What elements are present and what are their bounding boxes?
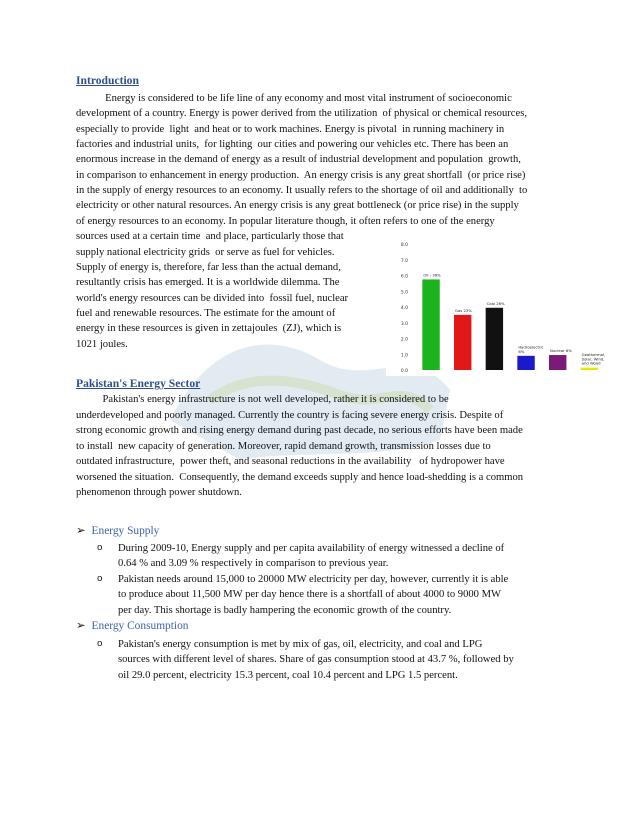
bar: [517, 356, 534, 370]
bullet-item-line: 0.64 % and 3.09 % respectively in comparison to previous year.: [118, 558, 389, 570]
text-line: world's energy resources can be divided into fossil fuel, nuclear: [76, 292, 349, 304]
text-line: Energy is considered to be life line of any economy and most vital instrument of socioeconomic: [76, 93, 512, 104]
text-line: Pakistan's energy infrastructure is not well developed, rather it is considered to be: [76, 394, 449, 405]
bar: [454, 315, 471, 370]
arrow-bullet-icon: ➢: [76, 525, 86, 537]
circle-bullet-icon: o: [97, 543, 103, 553]
text-line: of energy resources to an economy. In popular literature though, it often refers to one of the energy: [76, 215, 495, 227]
circle-bullet-icon: o: [97, 639, 103, 649]
arrow-bullet-icon: ➢: [76, 620, 86, 632]
bar-label: Hydroelectric 6%: [518, 344, 544, 354]
bar: [581, 368, 598, 370]
bar-label: Nuclear 6%: [550, 348, 572, 354]
y-tick-label: 6.0: [400, 274, 408, 280]
y-tick-label: 7.0: [400, 258, 408, 264]
y-tick-label: 0.0: [400, 369, 408, 374]
text-line: outdated infrastructure, power theft, and seasonal reductions in the availability of hydropower have: [76, 456, 505, 467]
text-line: supply national electricity grids or serve as fuel for vehicles.: [76, 246, 335, 258]
bar-label: Gas 23%: [455, 307, 472, 313]
text-line: enormous increase in the demand of energy as a result of industrial development and population growth,: [76, 154, 521, 166]
text-line: sources used at a certain time and place, particularly those that: [76, 231, 344, 243]
text-line: to install new capacity of generation. Moreover, rapid demand growth, transmission losses due to: [76, 440, 491, 452]
text-line: especially to provide light and heat or to work machines. Energy is pivotal in running machinery in: [76, 123, 505, 135]
bullet-heading: [76, 619, 188, 634]
y-tick-label: 4.0: [400, 306, 408, 311]
pakistan-energy-sector-heading: Pakistan's Energy Sector: [76, 377, 201, 390]
text-line: phenomenon through power shutdown.: [76, 487, 242, 498]
text-line: underdeveloped and poorly managed. Currently the country is facing severe energy crisis. Despite of: [76, 409, 504, 421]
bullet-heading-label: Energy Supply: [91, 525, 160, 537]
y-tick-label: 8.0: [400, 243, 408, 248]
bullet-item-line: Pakistan needs around 15,000 to 20000 MW electricity per day, however, currently it is able: [118, 574, 509, 585]
bullet-item-line: During 2009-10, Energy supply and per capita availability of energy witnessed a decline of: [118, 543, 505, 554]
bullet-item-line: Pakistan's energy consumption is met by mix of gas, oil, electricity, and coal and LPG: [118, 639, 483, 650]
text-line: in comparison to enhancement in energy production. An energy crisis is any great shortfall (or price rise): [76, 169, 526, 181]
y-tick-label: 2.0: [400, 337, 408, 343]
y-tick-label: 1.0: [400, 353, 408, 359]
bullet-heading: [76, 524, 159, 539]
bar: [486, 308, 503, 370]
energy-resources-bar-chart: [386, 234, 614, 376]
text-line: worsened the situation. Consequently, the demand exceeds supply and hence load-shedding is a common: [76, 471, 524, 483]
bullet-item-line: per day. This shortage is badly hampering the economic growth of the country.: [118, 604, 452, 616]
text-line: strong economic growth and rising energy demand during past decade, no serious efforts have been made: [76, 425, 523, 436]
introduction-heading: Introduction: [76, 74, 139, 87]
y-tick-label: 5.0: [400, 290, 408, 296]
bullet-heading-label: Energy Consumption: [91, 620, 189, 632]
text-line: in the supply of energy resources to an economy. It usually refers to the shortage of oil and additionally to: [76, 185, 528, 197]
bar-label: Coal 26%: [486, 300, 505, 306]
bullet-item-line: sources with different level of shares. Share of gas consumption stood at 43.7 %, followed by: [118, 654, 514, 666]
bar-label: Oil - 36%: [423, 272, 441, 278]
bullet-item-line: to produce about 11,500 MW per day hence there is a shortfall of about 4000 to 9000 MW: [118, 589, 502, 601]
bullet-item-line: oil 29.0 percent, electricity 15.3 percent, coal 10.4 percent and LPG 1.5 percent.: [118, 669, 458, 681]
circle-bullet-icon: o: [97, 574, 103, 584]
bar: [422, 279, 439, 370]
text-line: development of a country. Energy is power derived from the utilization of physical or chemical resources,: [76, 108, 527, 120]
text-line: factories and industrial units, for lighting our cities and powering our vehicles etc. There has been an: [76, 139, 509, 151]
text-line: 1021 joules.: [76, 338, 128, 350]
text-line: Supply of energy is, therefore, far less than the actual demand,: [76, 261, 341, 273]
bar: [549, 355, 566, 370]
text-line: energy in these resources is given in zettajoules (ZJ), which is: [76, 323, 342, 335]
bar-label: Geothermal, Solar, Wind, and Wood: [581, 352, 606, 366]
text-line: resultantly crisis has emerged. It is a worldwide dilemma. The: [76, 277, 340, 289]
text-line: fuel and renewable resources. The estimate for the amount of: [76, 307, 336, 319]
y-tick-label: 3.0: [400, 321, 408, 327]
text-line: electricity or other natural resources. An energy crisis is any great bottleneck (or price rise) in the supply: [76, 200, 519, 212]
